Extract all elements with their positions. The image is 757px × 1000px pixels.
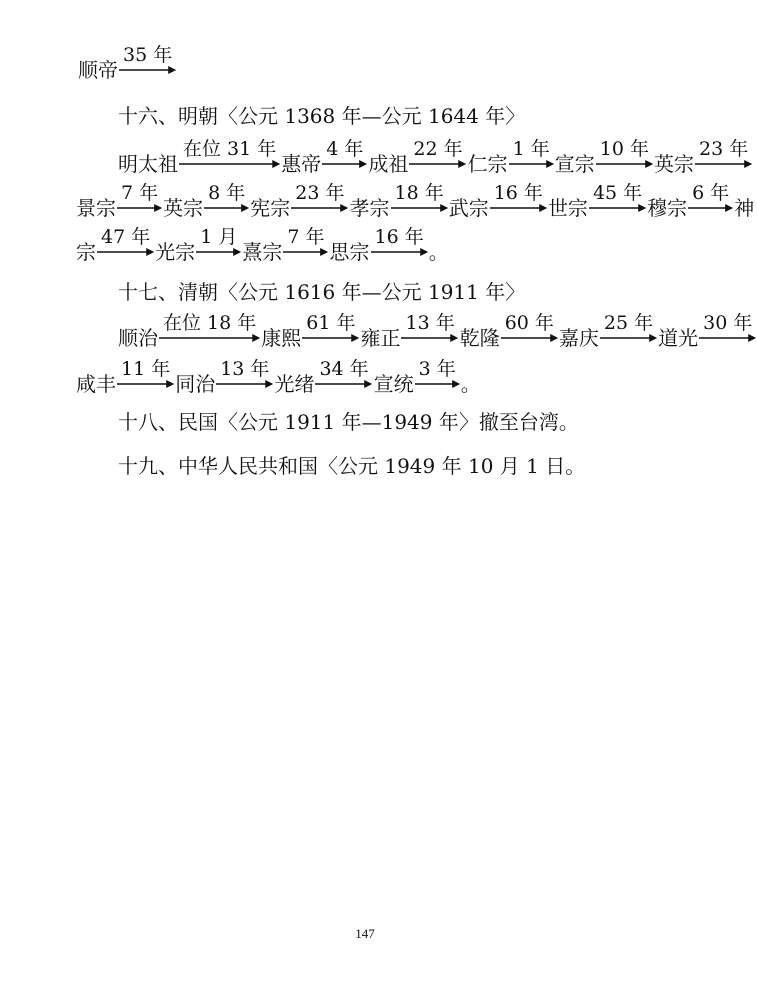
arrow-right-icon [196,248,241,256]
emperor-name: 康熙 [261,326,302,350]
reign-duration-label: 7 年 [121,182,159,204]
ming-line-1 [118,134,753,178]
arrow-right-icon [371,248,428,256]
reign-arrow [596,140,653,168]
reign-arrow [391,184,448,212]
emperor-name: 咸丰 [76,372,116,396]
emperor-name: 武宗 [448,196,489,220]
minguo-text: 十八、民国〈公元 1911 年—1949 年〉撤至台湾。 [118,410,579,434]
reign-arrow [688,184,733,212]
emperor-name: 熹宗 [242,240,283,264]
reign-duration-label: 61 年 [306,312,356,334]
arrow-right-icon [490,204,547,212]
ming-line-3 [76,222,449,266]
reign-arrow [509,140,554,168]
ming-heading [118,86,525,130]
reign-duration-label: 23 年 [295,182,345,204]
arrow-right-icon [401,334,458,342]
reign-duration-label: 60 年 [504,312,554,334]
reign-duration-label: 25 年 [603,312,654,334]
reign-duration-label: 3 年 [418,358,456,380]
emperor-name: 乾隆 [459,326,500,350]
reign-duration-label: 10 年 [599,138,649,160]
arrow-right-icon [501,334,558,342]
arrow-right-icon [415,380,460,388]
yuan-line [78,40,177,84]
arrow-right-icon [117,380,174,388]
reign-duration-label: 6 年 [692,182,730,204]
reign-arrow [600,314,657,342]
emperor-name: 宪宗 [250,196,291,220]
arrow-right-icon [159,334,260,342]
arrow-right-icon [600,334,657,342]
reign-arrow [117,184,162,212]
emperor-name: 仁宗 [467,152,508,176]
emperor-name: 明太祖 [118,152,178,176]
reign-duration-label: 23 年 [698,138,749,160]
ming-line-2 [76,178,754,222]
reign-arrow [302,314,359,342]
arrow-right-icon [695,160,752,168]
reign-arrow [401,314,458,342]
emperor-name: 宣统 [373,372,414,396]
reign-arrow [196,228,241,256]
reign-arrow [204,184,249,212]
reign-arrow [117,360,174,388]
reign-arrow [409,140,466,168]
arrow-right-icon [409,160,466,168]
emperor-name: 光宗 [155,240,196,264]
emperor-name: 宣宗 [554,152,595,176]
reign-duration-label: 35 年 [123,44,173,66]
reign-arrow [179,140,280,168]
arrow-right-icon [119,66,176,74]
reign-duration-label: 在位 18 年 [163,312,257,334]
reign-duration-label: 8 年 [208,182,246,204]
reign-arrow [589,184,646,212]
emperor-name: 道光 [658,326,699,350]
emperor-name: 顺帝 [78,58,118,82]
reign-duration-label: 47 年 [101,226,151,248]
emperor-name: 惠帝 [281,152,322,176]
emperor-name: 。 [428,240,449,264]
reign-arrow [695,140,752,168]
reign-duration-label: 45 年 [592,182,643,204]
qing-heading [118,262,525,306]
arrow-right-icon [117,204,162,212]
arrow-right-icon [179,160,280,168]
reign-arrow [490,184,547,212]
emperor-name: 思宗 [329,240,370,264]
reign-duration-label: 16 年 [493,182,543,204]
prc-text: 十九、中华人民共和国〈公元 1949 年 10 月 1 日。 [118,454,586,478]
qing-heading-text: 十七、清朝〈公元 1616 年—公元 1911 年〉 [118,280,526,304]
arrow-right-icon [589,204,646,212]
reign-arrow [159,314,260,342]
emperor-name: 神 [734,196,755,220]
page-number: 147 [355,926,375,941]
emperor-name: 成祖 [368,152,409,176]
emperor-name: 宗 [76,240,96,264]
emperor-name: 景宗 [76,196,116,220]
reign-duration-label: 16 年 [374,226,424,248]
minguo-line [118,392,579,436]
arrow-right-icon [283,248,328,256]
reign-arrow [291,184,348,212]
reign-arrow [216,360,273,388]
reign-arrow [322,140,367,168]
reign-duration-label: 13 年 [405,312,455,334]
arrow-right-icon [509,160,554,168]
emperor-name: 雍正 [360,326,401,350]
reign-arrow [501,314,558,342]
emperor-name: 。 [460,372,481,396]
reign-duration-label: 1 月 [200,226,238,248]
reign-duration-label: 1 年 [512,138,550,160]
reign-duration-label: 18 年 [394,182,444,204]
emperor-name: 穆宗 [647,196,688,220]
reign-duration-label: 13 年 [220,358,270,380]
arrow-right-icon [216,380,273,388]
emperor-name: 顺治 [118,326,158,350]
emperor-name: 嘉庆 [558,326,599,350]
reign-arrow [315,360,372,388]
emperor-name: 孝宗 [349,196,390,220]
reign-duration-label: 4 年 [326,138,364,160]
emperor-name: 同治 [175,372,216,396]
arrow-right-icon [596,160,653,168]
emperor-name: 英宗 [163,196,204,220]
reign-arrow [119,46,176,74]
arrow-right-icon [699,334,756,342]
arrow-right-icon [291,204,348,212]
arrow-right-icon [688,204,733,212]
reign-duration-label: 22 年 [413,138,463,160]
reign-duration-label: 在位 31 年 [183,138,277,160]
arrow-right-icon [391,204,448,212]
prc-line [118,436,585,480]
reign-arrow [371,228,428,256]
arrow-right-icon [302,334,359,342]
emperor-name: 世宗 [547,196,588,220]
arrow-right-icon [315,380,372,388]
reign-duration-label: 11 年 [121,358,171,380]
emperor-name: 英宗 [653,152,694,176]
reign-arrow [283,228,328,256]
emperor-name: 光绪 [274,372,315,396]
arrow-right-icon [97,248,154,256]
qing-line-1 [118,308,757,352]
arrow-right-icon [204,204,249,212]
reign-duration-label: 30 年 [703,312,753,334]
reign-arrow [97,228,154,256]
ming-heading-text: 十六、明朝〈公元 1368 年—公元 1644 年〉 [118,104,526,128]
arrow-right-icon [322,160,367,168]
reign-arrow [699,314,756,342]
reign-arrow [415,360,460,388]
reign-duration-label: 34 年 [319,358,369,380]
reign-duration-label: 7 年 [287,226,325,248]
